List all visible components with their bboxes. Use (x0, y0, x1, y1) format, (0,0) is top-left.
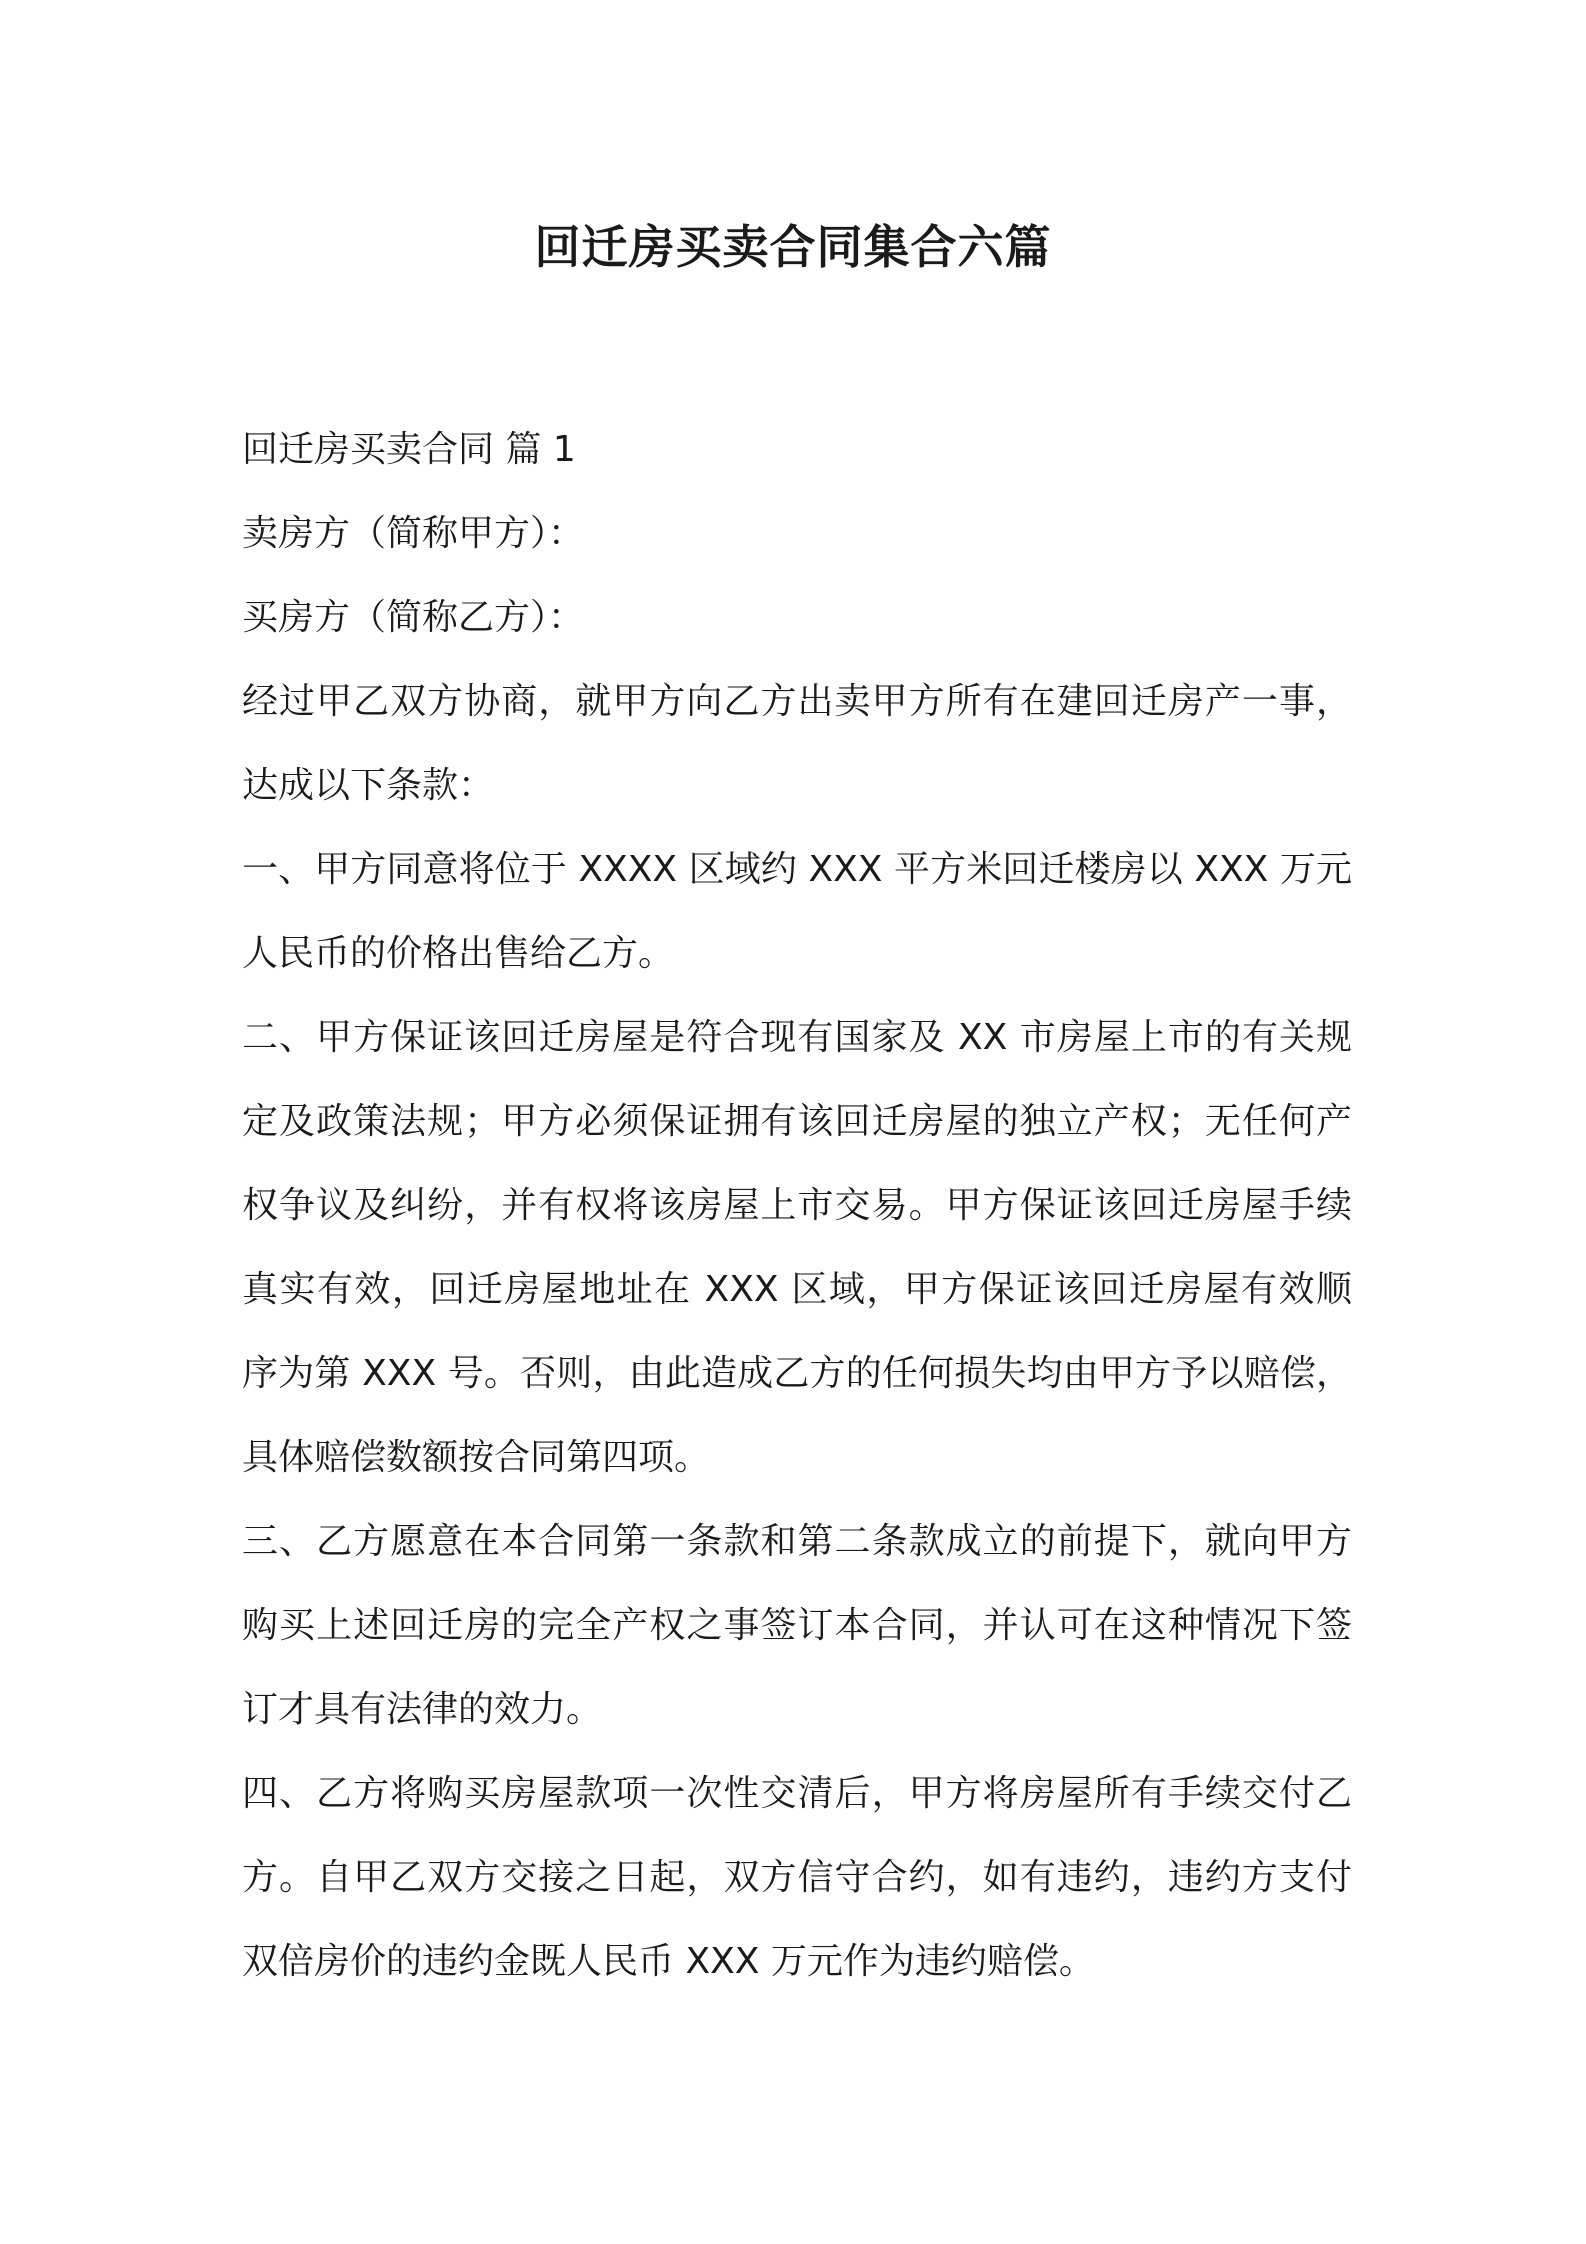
clause-1-paragraph (242, 828, 1352, 996)
intro-line: 达成以下条款： (242, 765, 495, 806)
clause-2-line: 真实有效，回迁房屋地址在 XXX 区域，甲方保证该回迁房屋有效顺 (242, 1269, 1352, 1310)
clause-4-line: 方。自甲乙双方交接之日起，双方信守合约，如有违约，违约方支付 (242, 1857, 1352, 1898)
clause-2-line: 权争议及纠纷，并有权将该房屋上市交易。甲方保证该回迁房屋手续 (242, 1185, 1352, 1226)
buyer-line: 买房方（简称乙方）： (242, 597, 585, 638)
clause-4-paragraph (242, 1752, 1352, 2004)
clause-2-line: 具体赔偿数额按合同第四项。 (242, 1437, 711, 1478)
clause-4-line: 双倍房价的违约金既人民币 XXX 万元作为违约赔偿。 (242, 1941, 1095, 1982)
clause-3-paragraph (242, 1500, 1352, 1752)
section-heading: 回迁房买卖合同 篇 1 (242, 429, 576, 470)
intro-line: 经过甲乙双方协商，就甲方向乙方出卖甲方所有在建回迁房产一事， (242, 681, 1352, 722)
clause-3-line: 三、乙方愿意在本合同第一条款和第二条款成立的前提下，就向甲方 (242, 1521, 1352, 1562)
clause-1-line: 人民币的价格出售给乙方。 (242, 933, 675, 974)
clause-4-line: 四、乙方将购买房屋款项一次性交清后，甲方将房屋所有手续交付乙 (242, 1773, 1352, 1814)
clause-2-line: 定及政策法规；甲方必须保证拥有该回迁房屋的独立产权；无任何产 (242, 1101, 1352, 1142)
clause-2-line: 序为第 XXX 号。否则，由此造成乙方的任何损失均由甲方予以赔偿， (242, 1353, 1352, 1394)
clause-2-line: 二、甲方保证该回迁房屋是符合现有国家及 XX 市房屋上市的有关规 (242, 1017, 1352, 1058)
seller-line: 卖房方（简称甲方）： (242, 513, 585, 554)
clause-1-line: 一、甲方同意将位于 XXXX 区域约 XXX 平方米回迁楼房以 XXX 万元 (242, 849, 1352, 890)
clause-2-paragraph (242, 996, 1352, 1500)
document-title: 回迁房买卖合同集合六篇 (534, 220, 1052, 274)
clause-3-line: 订才具有法律的效力。 (242, 1689, 603, 1730)
document-body (242, 408, 1352, 2004)
intro-paragraph (242, 660, 1352, 828)
clause-3-line: 购买上述回迁房的完全产权之事签订本合同，并认可在这种情况下签 (242, 1605, 1352, 1646)
